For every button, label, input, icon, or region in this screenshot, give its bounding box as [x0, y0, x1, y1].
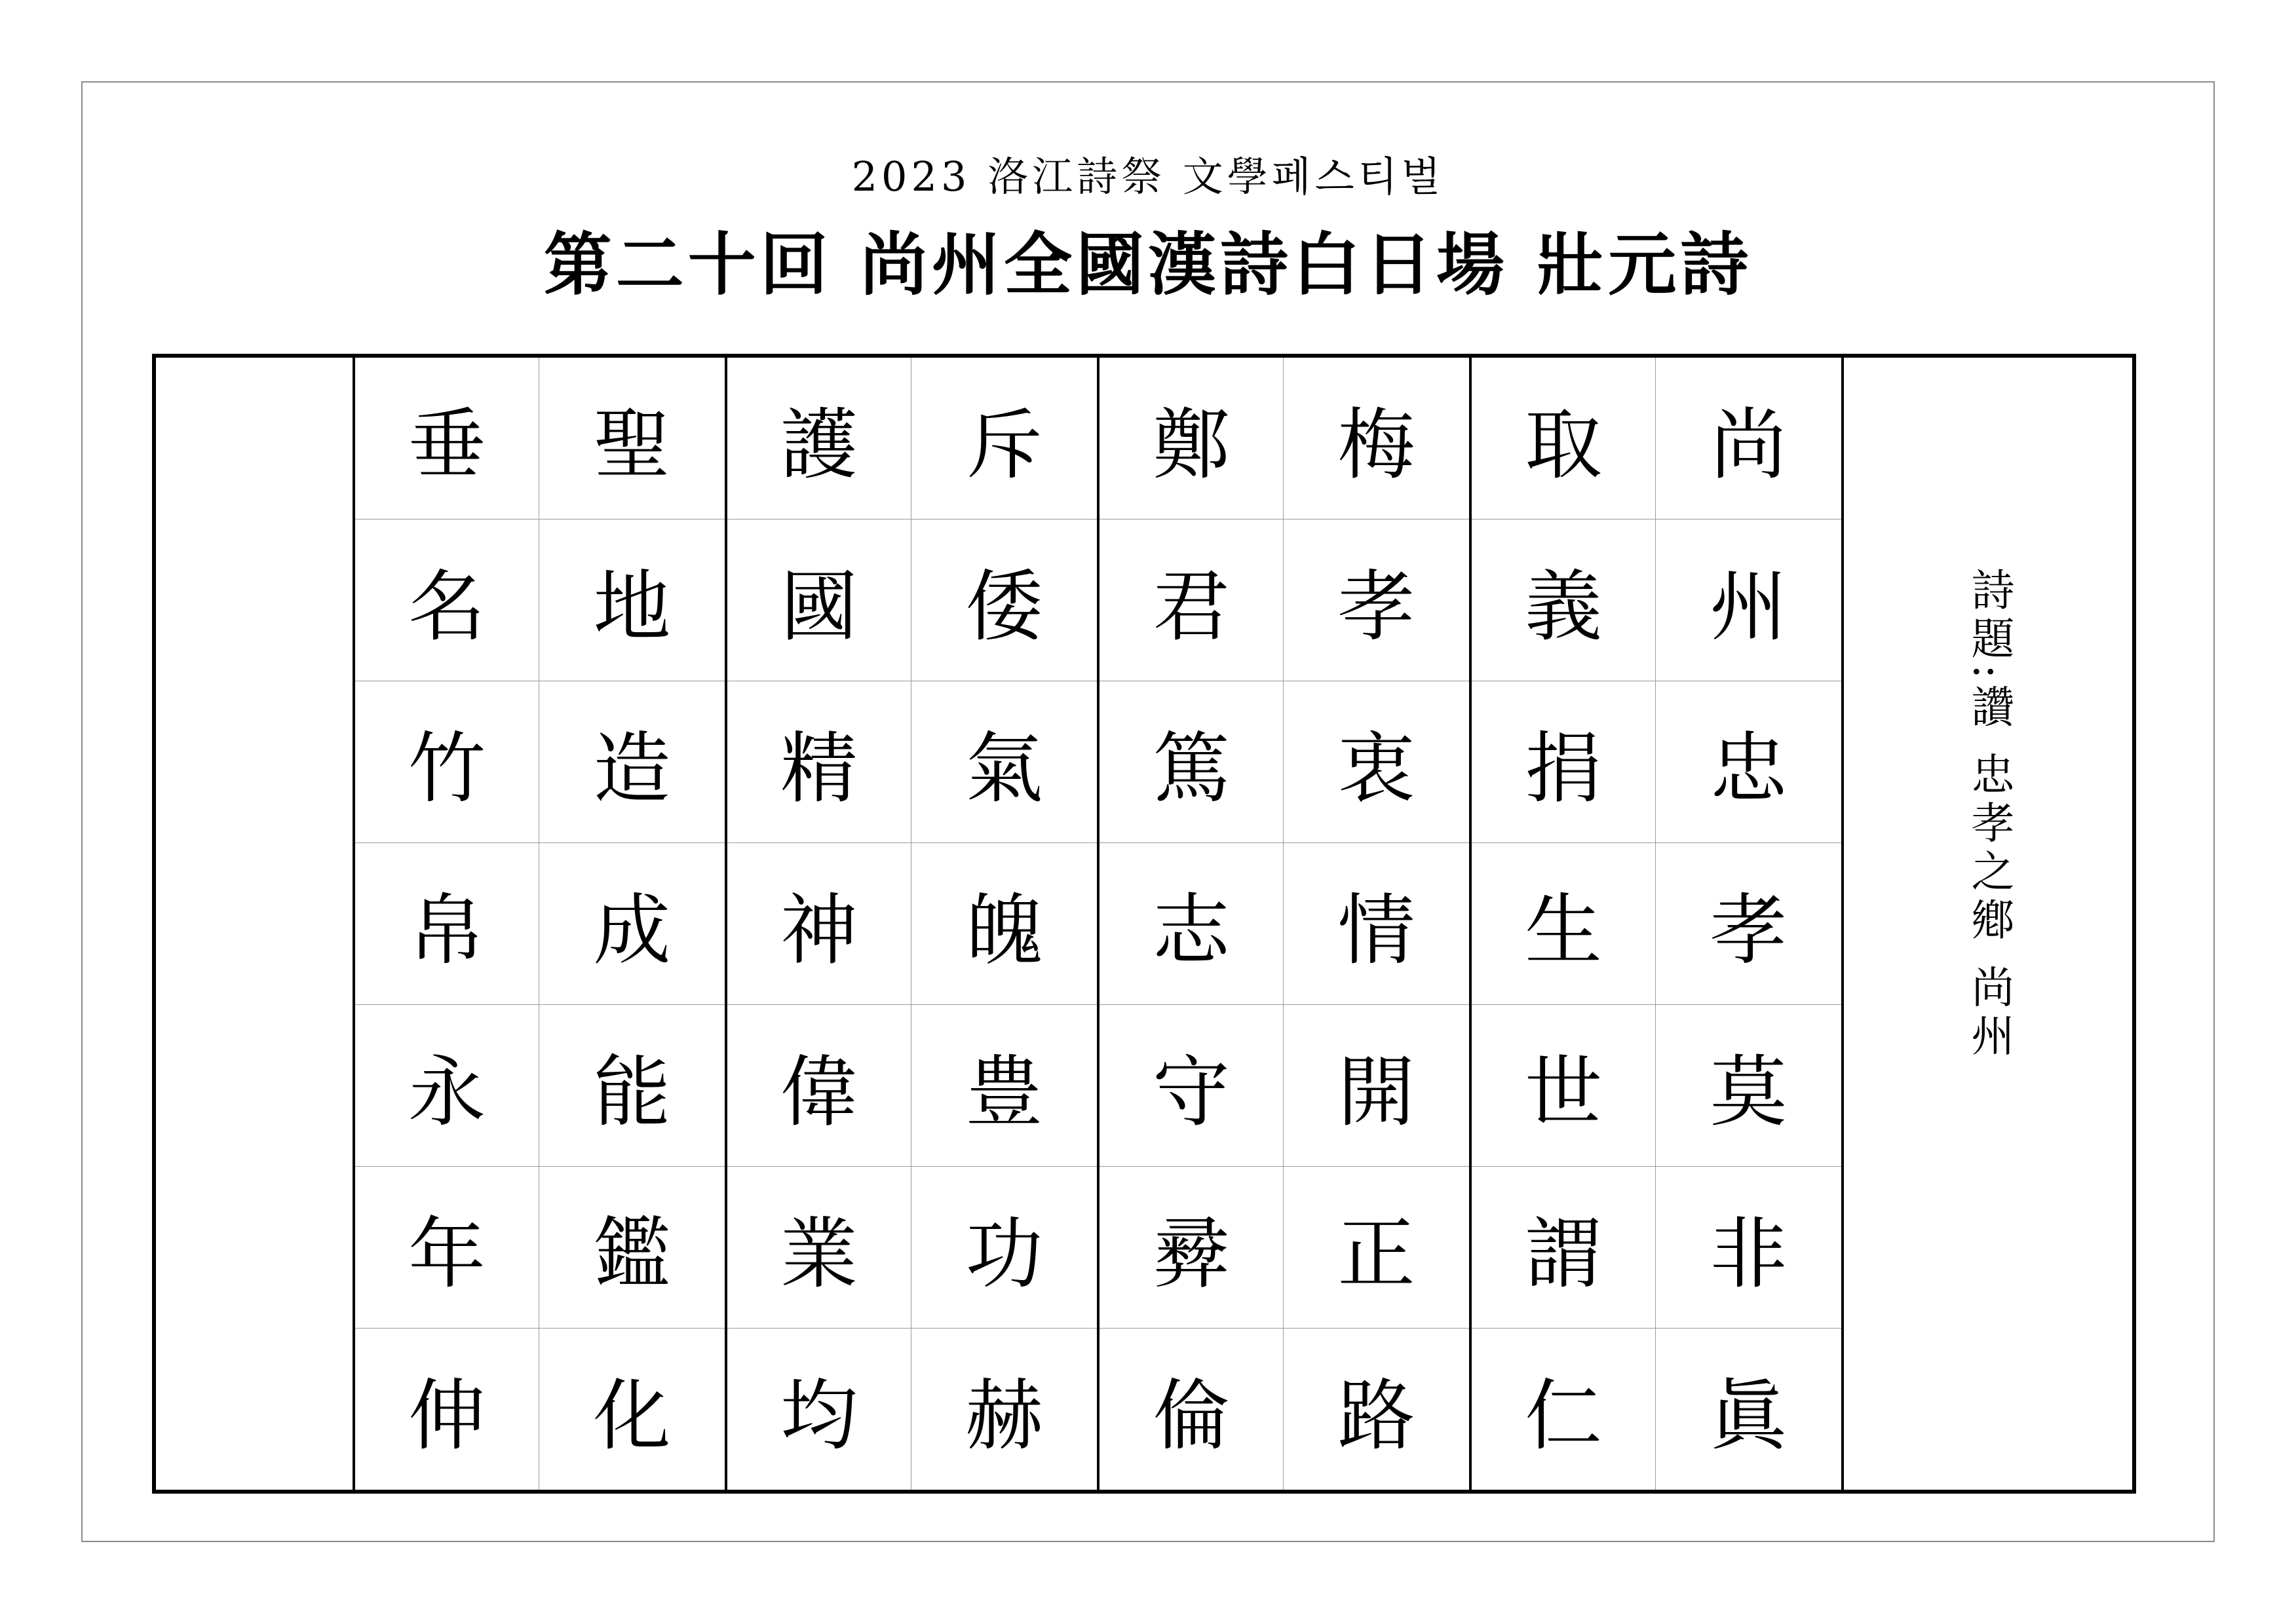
poem-character: 護 — [780, 400, 858, 490]
poem-character: 情 — [1284, 842, 1469, 1004]
poem-character: 衷 — [1284, 681, 1469, 842]
poem-character: 正 — [1284, 1166, 1469, 1328]
poem-character: 鑑 — [539, 1166, 725, 1328]
poem-character: 年 — [355, 1166, 539, 1328]
poem-board — [152, 354, 2136, 1494]
poem-character: 州 — [1656, 519, 1841, 681]
poem-character: 眞 — [1656, 1328, 1841, 1490]
poem-character: 謂 — [1472, 1166, 1655, 1328]
poem-character: 斥 — [965, 400, 1043, 490]
poem-character: 化 — [539, 1328, 725, 1490]
poem-character: 氣 — [911, 681, 1097, 842]
poem-character: 倫 — [1100, 1328, 1283, 1490]
poem-column — [1283, 358, 1469, 1490]
poem-character: 尚 — [1710, 400, 1788, 490]
poem-grid — [353, 358, 1841, 1490]
event-subtitle: 2023 洛江詩祭 文學페스티벌 — [851, 153, 1445, 200]
poem-column — [1655, 358, 1841, 1490]
poem-column — [539, 358, 725, 1490]
poem-character: 豊 — [911, 1004, 1097, 1166]
poem-column — [1097, 358, 1283, 1490]
poem-character: 永 — [355, 1004, 539, 1166]
poem-character: 鄭 — [1152, 400, 1230, 490]
poem-character: 成 — [539, 842, 725, 1004]
poem-character: 孝 — [1656, 842, 1841, 1004]
poem-character: 國 — [727, 519, 911, 681]
poem-character: 非 — [1656, 1166, 1841, 1328]
poem-character: 開 — [1284, 1004, 1469, 1166]
poem-character: 倭 — [911, 519, 1097, 681]
poem-character: 帛 — [355, 842, 539, 1004]
poem-character: 守 — [1100, 1004, 1283, 1166]
poem-column — [725, 358, 911, 1490]
poem-character: 孝 — [1284, 519, 1469, 681]
poem-character: 垂 — [408, 400, 486, 490]
poem-character: 精 — [727, 681, 911, 842]
poem-character: 路 — [1284, 1328, 1469, 1490]
poem-character: 志 — [1100, 842, 1283, 1004]
poem-column — [1469, 358, 1655, 1490]
poem-character: 仁 — [1472, 1328, 1655, 1490]
poem-character: 魄 — [911, 842, 1097, 1004]
poem-character: 義 — [1472, 519, 1655, 681]
poem-character: 赫 — [911, 1328, 1097, 1490]
poem-character: 竹 — [355, 681, 539, 842]
poem-column — [911, 358, 1097, 1490]
poem-character: 造 — [539, 681, 725, 842]
poem-character: 忠 — [1656, 681, 1841, 842]
poem-character: 君 — [1100, 519, 1283, 681]
poem-character: 偉 — [727, 1004, 911, 1166]
poem-character: 名 — [355, 519, 539, 681]
poem-character: 神 — [727, 842, 911, 1004]
poem-character: 伸 — [355, 1328, 539, 1490]
poem-character: 能 — [539, 1004, 725, 1166]
poem-column — [353, 358, 539, 1490]
poem-character: 功 — [911, 1166, 1097, 1328]
poem-character: 篤 — [1100, 681, 1283, 842]
poem-character: 莫 — [1656, 1004, 1841, 1166]
poem-character: 捐 — [1472, 681, 1655, 842]
poem-character: 彛 — [1100, 1166, 1283, 1328]
poem-character: 聖 — [593, 400, 671, 490]
topic-column — [1841, 358, 2132, 1490]
poem-character: 生 — [1472, 842, 1655, 1004]
poem-character: 世 — [1472, 1004, 1655, 1166]
poem-character: 業 — [727, 1166, 911, 1328]
page-title: 第二十回 尚州全國漢詩白日場 壯元詩 — [543, 224, 1753, 305]
poem-character: 梅 — [1337, 400, 1415, 490]
poem-topic: 詩題:讚 忠孝之鄕 尚州 — [1964, 567, 2014, 1062]
poem-character: 取 — [1524, 400, 1602, 490]
poem-character: 均 — [727, 1328, 911, 1490]
poem-character: 地 — [539, 519, 725, 681]
